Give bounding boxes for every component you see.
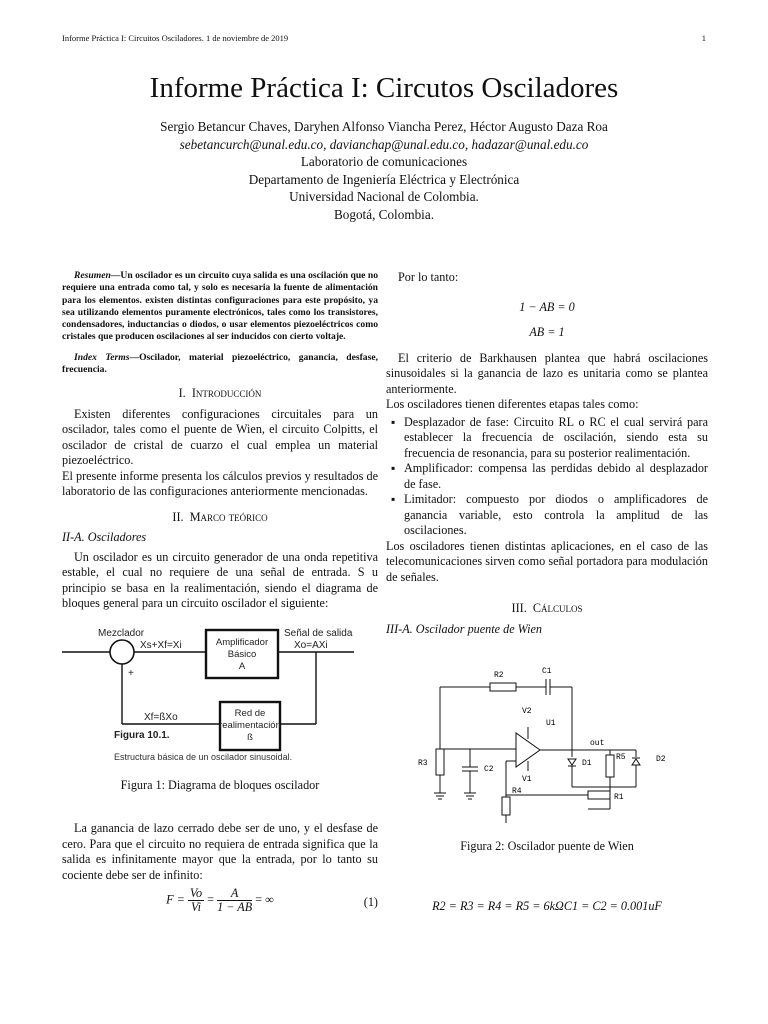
label-d2: D2 — [656, 755, 666, 764]
fraction-vo-vi — [188, 887, 204, 914]
subsection-heading: III-A. Oscilador puente de Wien — [386, 621, 543, 636]
resistor-r1 — [588, 791, 610, 799]
subsection-heading: II-A. Osciladores — [62, 530, 147, 545]
section-title: Cálculos — [532, 601, 583, 615]
diode-d1 — [568, 759, 576, 765]
figure-block-diagram — [62, 624, 378, 774]
section-title: Introducción — [191, 386, 262, 401]
label-out: out — [590, 739, 605, 748]
abstract — [62, 270, 378, 344]
equation-ab-one: AB = 1 — [529, 325, 565, 339]
figure-wien-schematic — [416, 647, 706, 827]
resistor-r4 — [502, 797, 510, 815]
red-label-2: realimentación — [219, 719, 281, 731]
red-label-1: Red de — [234, 707, 266, 719]
label-c1: C1 — [542, 667, 552, 676]
author-university: Universidad Nacional de Colombia. — [289, 189, 479, 205]
amp-label-2: Básico — [227, 648, 257, 660]
eq-equals: = — [207, 892, 215, 907]
index-terms-text: —Oscilador, material piezoeléctrico, ganancia, desfase, frecuencia. — [62, 351, 378, 376]
running-header: Informe Práctica I: Circuitos Osciladores. 1 de noviembre de 2019 — [62, 33, 289, 43]
marco-paragraph: Un oscilador es un circuito generador de una onda repetitiva estable, el cual no requiere de una señal de entrada. S u principio se basa en la realimentación, siendo el diagrama de bloques general para un circuito oscilador el siguiente: — [62, 549, 378, 611]
output-equation: Xo=AXi — [294, 639, 328, 651]
page-number: 1 — [701, 33, 706, 43]
section-number: II. — [172, 509, 184, 524]
eq-lhs: F = — [166, 892, 185, 907]
section-number: I. — [178, 386, 186, 401]
label-u1: U1 — [546, 719, 556, 728]
fraction-numerator: Vo — [189, 886, 203, 901]
section-heading-intro — [62, 386, 378, 402]
author-emails: sebetancurch@unal.edu.co, davianchap@unal.edu.co, hadazar@unal.edu.co — [179, 136, 589, 152]
stage-item: ▪ Limitador: compuesto por diodos o amplificadores de ganancia variable, esto controla la amplitud de las oscilaciones. — [388, 492, 708, 539]
fraction-numerator: A — [217, 887, 252, 901]
label-v2: V2 — [522, 707, 532, 716]
label-r4: R4 — [512, 787, 522, 796]
component-values-equation: R2 = R3 = R4 = R5 = 6kΩC1 = C2 = 0.001uF — [432, 898, 662, 913]
red-label-3: ß — [247, 731, 253, 743]
fraction-denominator: Vi — [191, 900, 201, 915]
fraction-denominator: 1 − AB — [217, 900, 253, 915]
feedback-equation: Xf=ßXo — [144, 711, 178, 723]
section-heading-calculos — [386, 601, 708, 617]
label-r3: R3 — [418, 759, 428, 768]
paper-title: Informe Práctica I: Circutos Osciladores — [149, 72, 619, 104]
index-terms — [62, 352, 378, 377]
abstract-label: Resumen — [74, 270, 111, 281]
section-title: Marco teórico — [189, 509, 268, 524]
diode-d2 — [632, 759, 640, 765]
figure2-caption: Figura 2: Oscilador puente de Wien — [460, 839, 634, 853]
figure-number-label: Figura 10.1. — [114, 729, 170, 741]
output-label: Señal de salida — [284, 627, 353, 639]
author-names: Sergio Betancur Chaves, Daryhen Alfonso Viancha Perez, Héctor Augusto Daza Roa — [160, 119, 608, 134]
eq-rhs: = ∞ — [255, 892, 274, 907]
author-city: Bogotá, Colombia. — [333, 206, 434, 222]
amp-label-1: Amplificador — [215, 636, 269, 648]
label-c2: C2 — [484, 765, 494, 774]
section-heading-marco — [62, 510, 378, 526]
equation-1 — [62, 887, 378, 921]
abstract-text: —Un oscilador es un circuito cuya salida es una oscilación que no requiere una entrada como tal, y solo es necesaria la fuente de alimentación para los elementos. existen distintas configuraciones para este propósito, ya sea utilizando elementos puramente electrónicos, tales como los transistores, condensadores, inductancias o diodos, o usar elementos piezoeléctricos como cristales que producen oscilaciones al ser inducidos con cierto voltaje. — [62, 270, 378, 343]
resistor-r3 — [436, 749, 444, 775]
label-r2: R2 — [494, 671, 504, 680]
author-lab: Laboratorio de comunicaciones — [300, 154, 468, 170]
author-block — [0, 118, 768, 224]
index-terms-label: Index Terms — [74, 351, 130, 363]
stages-list — [386, 415, 708, 539]
resistor-r5 — [606, 755, 614, 777]
gain-paragraph: La ganancia de lazo cerrado debe ser de uno, y el desfase de cero. Para que el circuito no requiera de entrada significa que la salida es infinitamente mayor que la entrada, por lo tanto su cociente debe ser de infinito: — [62, 821, 378, 882]
plus-sign: + — [128, 667, 134, 679]
figure-sub-caption: Estructura básica de un oscilador sinusoidal. — [114, 751, 293, 762]
por-lo-tanto: Por lo tanto: — [398, 270, 459, 284]
intro-paragraph-2: El presente informe presenta los cálculos previos y resultados de laboratorio de las configuraciones anteriormente mencionadas. — [62, 468, 378, 499]
sum-equation: Xs+Xf=Xi — [140, 639, 182, 651]
applications-paragraph: Los osciladores tienen distintas aplicaciones, en el caso de las telecomunicaciones sirven como señal portadora para modulación de señales. — [386, 538, 708, 584]
stages-intro: Los osciladores tienen diferentes etapas tales como: — [386, 397, 639, 411]
label-v1: V1 — [522, 775, 532, 784]
intro-paragraph-1: Existen diferentes configuraciones circuitales para un oscilador, tales como el puente de Wien, el circuito Colpitts, el oscilador de cristal de cuarzo el cual emplea un material piezoeléctrico. — [62, 406, 378, 468]
mezclador-label: Mezclador — [98, 627, 145, 639]
label-r5: R5 — [616, 753, 626, 762]
left-column — [62, 270, 378, 921]
right-column — [386, 270, 708, 914]
equation-1ab-zero: 1 − AB = 0 — [519, 299, 575, 314]
label-r1: R1 — [614, 793, 624, 802]
barkhausen-paragraph: El criterio de Barkhausen plantea que habrá oscilaciones sinusoidales si la ganancia de lazo es unitaria como se plantea anteriormente. — [386, 350, 708, 396]
summing-node — [110, 640, 134, 664]
amp-label-3: A — [238, 660, 246, 672]
stage-item: ▪ Amplificador: compensa las perdidas debido al desplazador de fase. — [388, 461, 708, 492]
author-department: Departamento de Ingeniería Eléctrica y Electrónica — [248, 171, 520, 187]
equation-number: (1) — [363, 895, 378, 910]
figure1-caption: Figura 1: Diagrama de bloques oscilador — [120, 777, 320, 792]
fraction-a-1ab — [217, 887, 252, 914]
section-number: III. — [511, 601, 527, 615]
stage-item: ▪ Desplazador de fase: Circuito RL o RC el cual servirá para establecer la frecuencia de oscilación, siendo esta su frecuencia de resonancia, para su posterior realimentación. — [388, 415, 708, 462]
resistor-r2 — [490, 683, 516, 691]
label-d1: D1 — [582, 759, 592, 768]
